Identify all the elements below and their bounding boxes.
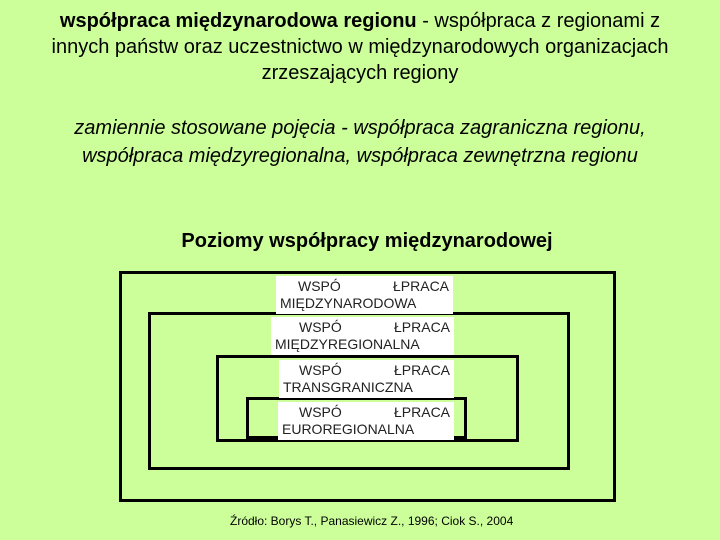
synonyms-paragraph: zamiennie stosowane pojęcia - współpraca zagraniczna regionu, współpraca międzyregionalna, współpraca zewnętrzna regionu <box>74 117 646 167</box>
level-word-b: ŁPRACA <box>393 278 450 294</box>
level-label-euroregional <box>278 402 454 440</box>
level-label-international <box>276 276 453 314</box>
level-word-b: ŁPRACA <box>394 319 451 335</box>
definition-term: współpraca międzynarodowa regionu <box>59 10 417 32</box>
level-name: TRANSGRANICZNA <box>283 379 413 395</box>
level-word-a: WSPÓ <box>298 278 341 294</box>
level-name: EUROREGIONALNA <box>282 421 415 437</box>
level-word-a: WSPÓ <box>299 362 342 378</box>
definition-text: - współpraca z regionami z innych państw oraz uczestnictwo w międzynarodowych organizacjach zrzeszających regiony <box>51 10 669 84</box>
level-name: MIĘDZYNARODOWA <box>280 295 417 311</box>
definition-paragraph <box>40 8 680 86</box>
level-name: MIĘDZYREGIONALNA <box>275 336 420 352</box>
level-label-interregional <box>271 317 454 355</box>
level-label-cross-border <box>279 360 454 398</box>
level-word-a: WSPÓ <box>299 404 342 420</box>
level-word-b: ŁPRACA <box>394 362 451 378</box>
source-citation: Źródło: Borys T., Panasiewicz Z., 1996; Ciok S., 2004 <box>230 514 514 528</box>
diagram-heading: Poziomy współpracy międzynarodowej <box>181 230 553 252</box>
level-word-a: WSPÓ <box>299 319 342 335</box>
level-word-b: ŁPRACA <box>394 404 451 420</box>
